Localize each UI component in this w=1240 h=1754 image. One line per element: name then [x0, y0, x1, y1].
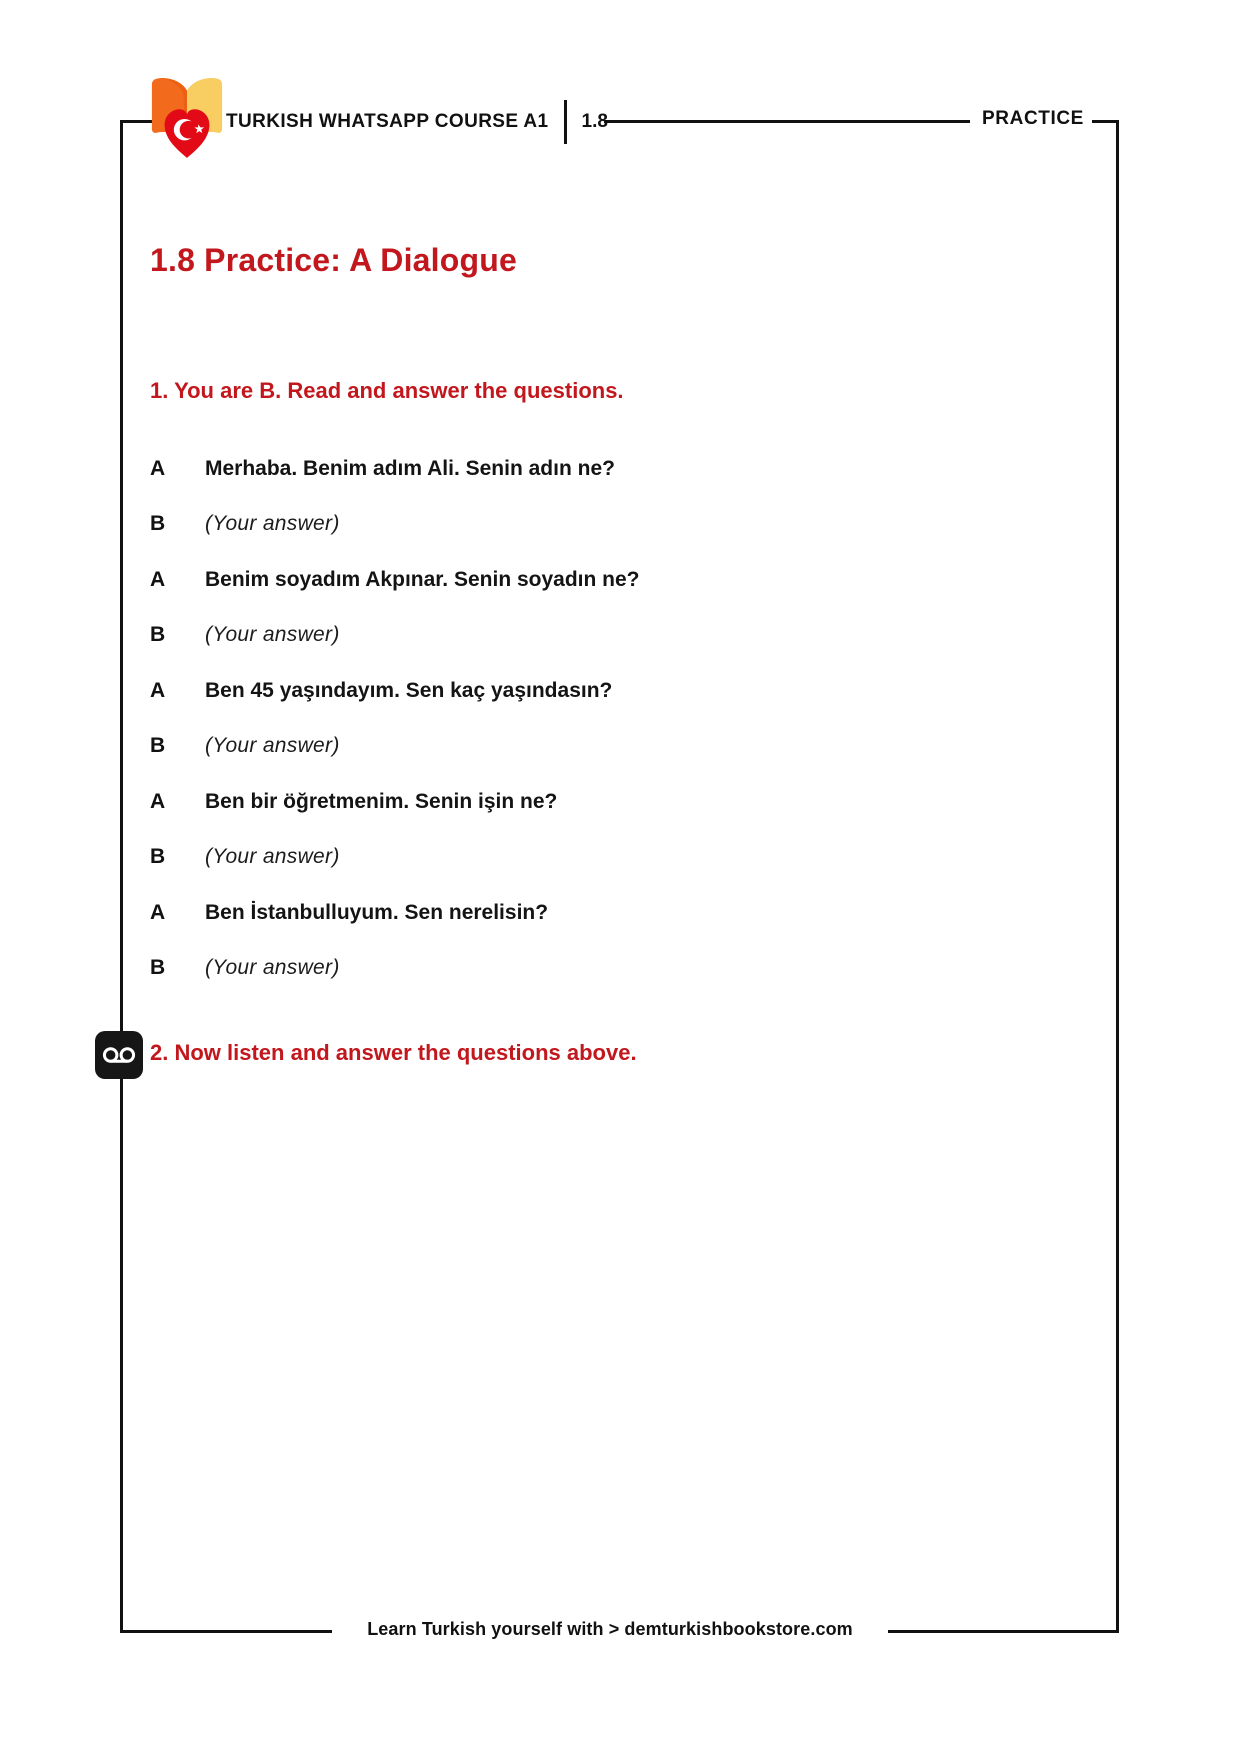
dialogue-speaker: A: [150, 900, 166, 924]
dialogue-row: [150, 830, 1050, 886]
dialogue-speaker: A: [150, 456, 166, 480]
frame-bottom-segment-left: [120, 1630, 332, 1633]
frame-left-border: [120, 120, 123, 1633]
dialogue-row: [150, 608, 1050, 664]
task-1-instruction: 1. You are B. Read and answer the questions.: [150, 378, 624, 403]
dialogue-line: (Your answer): [205, 623, 340, 647]
dialogue-row: [150, 663, 1050, 719]
frame-top-segment-right: [1092, 120, 1119, 123]
frame-top-segment-middle: [604, 120, 970, 123]
voicemail-icon: [95, 1031, 143, 1079]
dialogue-row: [150, 941, 1050, 997]
dialogue-row: [150, 552, 1050, 608]
dialogue-speaker: B: [150, 956, 166, 980]
course-title: TURKISH WHATSAPP COURSE A1: [226, 111, 549, 132]
lesson-number: 1.8: [581, 111, 608, 132]
dialogue-line: (Your answer): [205, 734, 340, 758]
dialogue-speaker: A: [150, 567, 166, 591]
dialogue-line: (Your answer): [205, 512, 340, 536]
footer-text: Learn Turkish yourself with > demturkishbookstore.com: [367, 1619, 853, 1639]
task-2-instruction: 2. Now listen and answer the questions above.: [150, 1040, 637, 1065]
dialogue-row: [150, 719, 1050, 775]
dialogue-line: Merhaba. Benim adım Ali. Senin adın ne?: [205, 456, 615, 480]
dialogue-line: Ben 45 yaşındayım. Sen kaç yaşındasın?: [205, 678, 613, 702]
header-divider: [564, 100, 567, 144]
section-label: PRACTICE: [982, 108, 1084, 129]
dialogue-speaker: B: [150, 734, 166, 758]
dialogue-line: Benim soyadım Akpınar. Senin soyadın ne?: [205, 567, 640, 591]
header-title-group: [226, 98, 608, 146]
dialogue-line: Ben bir öğretmenim. Senin işin ne?: [205, 789, 558, 813]
dialogue-row: [150, 497, 1050, 553]
dialogue-line: (Your answer): [205, 956, 340, 980]
dialogue-speaker: B: [150, 845, 166, 869]
dialogue-speaker: B: [150, 512, 166, 536]
dialogue-row: [150, 441, 1050, 497]
dialogue-speaker: A: [150, 789, 166, 813]
dialogue-row: [150, 885, 1050, 941]
dialogue-row: [150, 774, 1050, 830]
dialogue-list: [150, 441, 1050, 996]
page-title: 1.8 Practice: A Dialogue: [150, 242, 518, 278]
dialogue-line: Ben İstanbulluyum. Sen nerelisin?: [205, 900, 549, 924]
book-heart-turkish-flag-logo: [148, 74, 226, 162]
dialogue-line: (Your answer): [205, 845, 340, 869]
frame-bottom-segment-right: [888, 1630, 1119, 1633]
dialogue-speaker: B: [150, 623, 166, 647]
dialogue-speaker: A: [150, 678, 166, 702]
frame-right-border: [1116, 120, 1119, 1633]
